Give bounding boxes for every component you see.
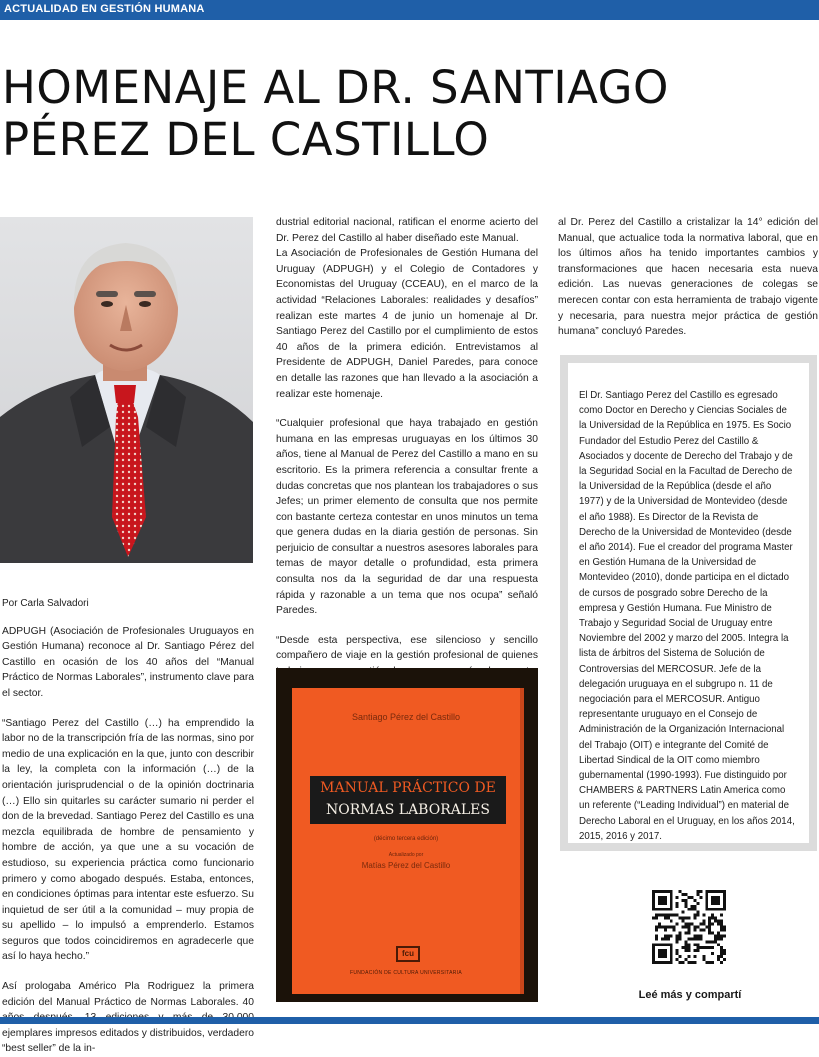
article-column-3 <box>558 215 818 340</box>
article-paragraph: Así prologaba Américo Pla Rodriguez la primera edición del Manual Práctico de Normas Laborales. 40 ejemplares impresos editados y distribuidos, verdadero “best seller” de la in- <box>2 981 254 1055</box>
book-updated-by: Actualizado por <box>388 852 424 858</box>
book-cover-photo <box>276 668 538 1002</box>
book-title-line-2: NORMAS LABORALES <box>326 802 490 818</box>
section-header-bar <box>0 0 819 20</box>
bio-box <box>560 355 817 851</box>
article-lead: ADPUGH (Asociación de Profesionales Uruguayos en Gestión Humana) reconoce al Dr. Santiago Pérez del Castillo en ocasión de los 40 años del “Manual Práctico de Normas Laborales”, instrumento clave para el sector. <box>2 625 254 699</box>
qr-caption: Leé más y compartí <box>638 989 742 1001</box>
publisher-logo: fcu <box>396 946 420 962</box>
book-coauthor: Matías Pérez del Castillo <box>361 861 451 870</box>
book-cover <box>292 688 524 994</box>
book-title-band <box>310 776 506 824</box>
book-edition: (décimo tercera edición) <box>373 836 439 842</box>
book-publisher: FUNDACIÓN DE CULTURA UNIVERSITARIA <box>350 970 462 976</box>
article-paragraph: “Cualquier profesional que haya trabajado en gestión humana en las empresas uruguayas en los últimos 30 años, tiene al Manual de Perez del Castillo a mano en su escritorio. Es la primera referencia a consultar frente a dudas concretas que nos plantean los trabajadores o sus Jefes; un primer elemento de consulta que nos permite con bastante certeza contestar en unos minutos un tema que genera dudas en la diaria gestión de personas. Sin perjuicio de consultar a nuestros asesores laborales para temas de mayor detalle o profundidad, esta primera consulta nos da la seguridad de dar una respuesta rápida y razonable a un tema que nos ocupa” señaló Paredes. <box>276 418 538 617</box>
article-title: HOMENAJE AL DR. SANTIAGO PÉREZ DEL CASTILLO <box>2 61 669 166</box>
article-paragraph: “Santiago Perez del Castillo (…) ha emprendido la labor no de la transcripción fría de las normas, sino por medio de una explicación en la que, junto con describir la ley, la completa con la información (…) de la orientación jurisprudencial o de la opinión doctrinaria (…) Ello sin quitarles su carácter sumario ni perder el don de la brevedad. Santiago Perez del Castillo es una mezcla equilibrada de hombre de pensamiento y hombre de acción, ya que une a su vocación de estudioso, su experiencia práctica como funcionario primero y como abogado después. Estaba, entonces, en condiciones óptimas para intentar este esfuerzo. Su inquietud de ser útil a la comunidad – muy propia de su apellido – lo impulsó a emprenderlo. Estamos seguros que todos coincidiremos en agradecerle que así lo haya hecho.” <box>2 717 254 963</box>
qr-code-icon[interactable] <box>652 890 726 964</box>
article-column-1 <box>2 596 254 1057</box>
portrait-illustration <box>0 217 253 563</box>
footer-bar <box>0 1017 819 1024</box>
section-label: ACTUALIDAD EN GESTIÓN HUMANA <box>4 3 205 15</box>
book-title-line-1: MANUAL PRÁCTICO DE <box>320 780 496 796</box>
article-paragraph: dustrial editorial nacional, ratifican el enorme acierto del Dr. Perez del Castillo al haber diseñado este Manual. <box>276 217 538 244</box>
bio-text: El Dr. Santiago Perez del Castillo es egresado como Doctor en Derecho y Ciencias Sociales de la Universidad de la República en 1975. Es Socio Fundador del Estudio Perez del Castillo & Asociados y docente de Derecho del Trabajo y de la Seguridad Social en la Facultad de Derecho de la Universidad de la República (desde el año 1977) y de la Universidad de Montevideo (desde el año 1988). Es Director de la Revista de Derecho de la Universidad de Montevideo (desde el año 2014). Fue el creador del programa Master en Gestión Humana de la Universidad de Montevideo (2010), donde participa en el dictado de cursos de posgrado sobre Derecho de la empresa y Gestión Humana. Fue Ministro de Trabajo y Seguridad Social de Uruguay entre Noviembre del 2002 y marzo del 2005. Integra la lista de árbitros del Sistema de Solución de Controversias del MERCOSUR. Jefe de la delegación uruguaya en el subgrupo n. 11 de negociación para el MERCOSUR. Antiguo representante uruguayo en el Consejo de Administración de la Organización Internacional del Trabajo (OIT) e integrante del Comité de Libertad Sindical de la OIT como miembro gubernamental (1990-1993). Fue distinguido por CHAMBERS & PARTNERS Latin America como un referente (“Leading Individual”) en material de Derecho Laboral en el Uruguay, en los años 2014, 2015, 2016 y 2017. <box>568 363 809 843</box>
book-author: Santiago Pérez del Castillo <box>351 712 461 722</box>
portrait-photo <box>0 217 253 563</box>
article-paragraph: al Dr. Perez del Castillo a cristalizar la 14° edición del Manual, que actualice toda la normativa laboral, que en los últimos años ha tenido importantes cambios y transformaciones que hacen necesaria esta nueva edición. Las nuevas generaciones de colegas se merecen contar con esta herramienta de trabajo vigente y necesaria, para nuestra mejor práctica de gestión humana” concluyó Paredes. <box>558 217 818 338</box>
article-paragraph: “Desde esta perspectiva, ese silencioso y sencillo compañero de viaje en la gestión profesional de quienes <box>276 634 538 662</box>
article-column-2 <box>276 215 538 711</box>
article-paragraph: La Asociación de Profesionales de Gestión Humana del Uruguay (ADPUGH) y el Colegio de Contadores y Economistas del Uruguay (CCEAU), en el marco de la actividad “Relaciones Laborales: realidades y desafíos” realizan este martes 4 de junio un homenaje al Dr. Santiago Perez del Castillo por el cumplimiento de estos 40 años de la primera edición. Entrevistamos al Presidente de ADPUGH, Daniel Paredes, para conoce en detalle las razones que han llevado a la asociación a realizar este homenaje. <box>276 248 538 400</box>
byline: Por Carla Salvadori <box>2 598 89 609</box>
